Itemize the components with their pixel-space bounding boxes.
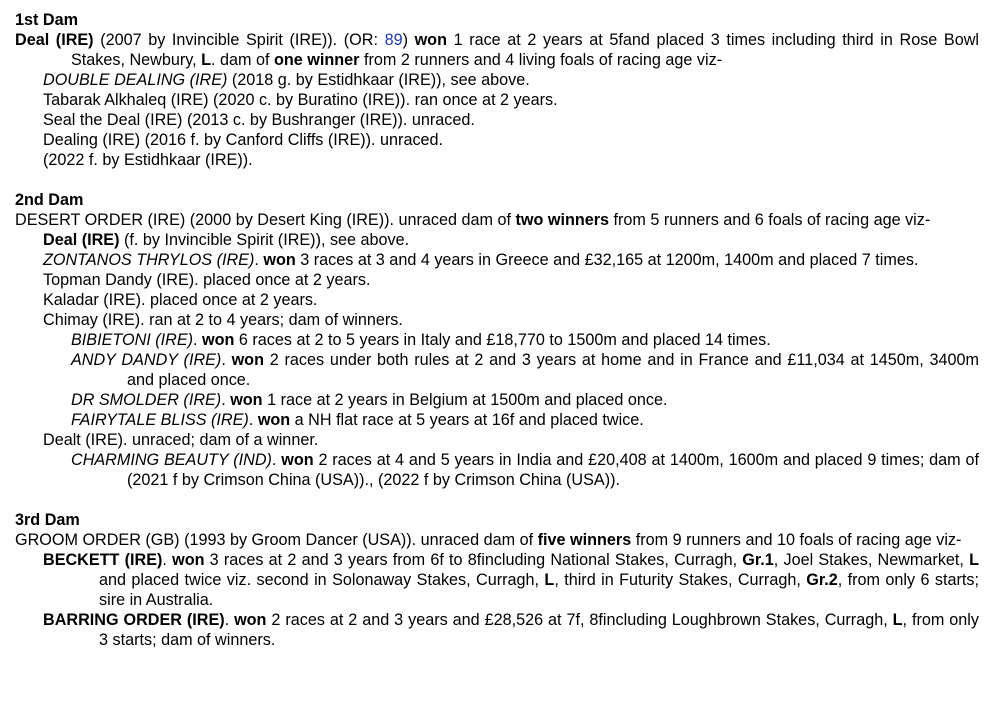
progeny-entry [15,350,979,390]
dam-entry [15,210,979,230]
bold-text: Deal (IRE) [15,31,94,49]
horse-name: FAIRYTALE BLISS (IRE) [71,411,249,429]
entry-text: a NH flat race at 5 years at 16f and placed twice. [290,411,644,429]
entry-text: (2022 f. by Estidhkaar (IRE)). [43,151,253,169]
bold-text: won [257,411,291,429]
entry-text: ) [402,31,415,49]
horse-name: ANDY DANDY (IRE) [71,351,222,369]
entry-text: 2 races at 2 and 3 years and £28,526 at 7f, 8fincluding Loughbrown Stakes, Curragh, [266,611,893,629]
progeny-entry [15,550,979,610]
bold-text: BARRING ORDER (IRE) [43,611,225,629]
horse-name: DOUBLE DEALING (IRE) [43,71,228,89]
entry-text: Dealt (IRE). unraced; dam of a winner. [43,431,319,449]
entry-text: . [221,351,232,369]
entry-text: and placed twice viz. second in Solonaway Stakes, Curragh, [99,571,545,589]
entry-text: . [162,551,173,569]
section-spacer [15,490,979,510]
entry-text: GROOM ORDER (GB) (1993 by Groom Dancer (USA)). unraced dam of [15,531,538,549]
entry-text: . [224,611,235,629]
bold-text: five winners [537,531,632,549]
progeny-entry [15,230,979,250]
dam-section [15,190,979,490]
bold-text: L [892,611,903,629]
entry-text: from 2 runners and 4 living foals of racing age viz- [359,51,723,69]
dam-section [15,510,979,650]
official-rating-link[interactable]: 89 [384,31,403,49]
entry-text: 3 races at 2 and 3 years from 6f to 8fincluding National Stakes, Curragh, [204,551,743,569]
entry-text: Kaladar (IRE). placed once at 2 years. [43,291,318,309]
section-heading: 1st Dam [15,11,78,29]
entry-text: , third in Futurity Stakes, Curragh, [554,571,807,589]
progeny-entry [15,250,979,270]
entry-text: Tabarak Alkhaleq (IRE) (2020 c. by Buratino (IRE)). ran once at 2 years. [43,91,558,109]
bold-text: L [544,571,555,589]
entry-text: from 9 runners and 10 foals of racing age viz- [631,531,962,549]
entry-text: Chimay (IRE). ran at 2 to 4 years; dam of winners. [43,311,403,329]
progeny-entry [15,110,979,130]
pedigree-document [15,10,979,650]
progeny-entry [15,310,979,330]
progeny-entry [15,450,979,490]
entry-text: . [193,331,203,349]
bold-text: L [201,51,212,69]
horse-name: ZONTANOS THRYLOS (IRE) [43,251,255,269]
section-heading: 2nd Dam [15,191,84,209]
bold-text: L [969,551,979,569]
entry-text: 2 races at 4 and 5 years in India and £20,408 at 1400m, 1600m and placed 9 times; dam of (2021 f by Crimson China (USA))., (2022 f by Crimson China (USA)). [127,451,979,489]
entry-text: 6 races at 2 to 5 years in Italy and £18,770 to 1500m and placed 14 times. [234,331,771,349]
dam-section [15,10,979,170]
entry-text: . dam of [211,51,275,69]
bold-text: won [172,551,205,569]
entry-text: . [271,451,282,469]
section-spacer [15,170,979,190]
bold-text: won [230,391,263,409]
bold-text: won [202,331,235,349]
bold-text: two winners [515,211,610,229]
bold-text: BECKETT (IRE) [43,551,163,569]
entry-text: 2 races under both rules at 2 and 3 years at home and in France and £11,034 at 1450m, 3400m and placed once. [127,351,979,389]
entry-text: 1 race at 2 years in Belgium at 1500m and placed once. [262,391,668,409]
entry-text: 3 races at 3 and 4 years in Greece and £32,165 at 1200m, 1400m and placed 7 times. [295,251,919,269]
progeny-entry [15,390,979,410]
dam-entry [15,30,979,70]
entry-text: from 5 runners and 6 foals of racing age viz- [609,211,931,229]
horse-name: BIBIETONI (IRE) [71,331,194,349]
entry-text: Topman Dandy (IRE). placed once at 2 years. [43,271,371,289]
bold-text: Deal (IRE) [43,231,120,249]
entry-text: (2018 g. by Estidhkaar (IRE)), see above. [227,71,530,89]
entry-text: 1 race at 2 years at 5fand placed 3 times including third in Rose Bowl Stakes, Newbury, [71,31,979,69]
bold-text: won [263,251,296,269]
progeny-entry [15,290,979,310]
entry-text: , Joel Stakes, Newmarket, [773,551,970,569]
progeny-entry [15,90,979,110]
entry-text: Seal the Deal (IRE) (2013 c. by Bushranger (IRE)). unraced. [43,111,475,129]
entry-text: (f. by Invincible Spirit (IRE)), see above. [119,231,410,249]
entry-text: DESERT ORDER (IRE) (2000 by Desert King (IRE)). unraced dam of [15,211,516,229]
entry-text: , from only 6 starts; sire in Australia. [99,571,979,609]
progeny-entry [15,430,979,450]
progeny-entry [15,610,979,650]
entry-text: . [254,251,264,269]
section-heading: 3rd Dam [15,511,80,529]
bold-text: one winner [274,51,360,69]
entry-text: . [248,411,258,429]
bold-text: won [231,351,264,369]
progeny-entry [15,330,979,350]
horse-name: CHARMING BEAUTY (IND) [71,451,272,469]
entry-text: , from only 3 starts; dam of winners. [99,611,979,649]
dam-entry [15,530,979,550]
progeny-entry [15,130,979,150]
bold-text: Gr.2 [806,571,838,589]
entry-text: . [221,391,231,409]
horse-name: DR SMOLDER (IRE) [71,391,222,409]
progeny-entry [15,410,979,430]
bold-text: won [234,611,267,629]
progeny-entry [15,150,979,170]
entry-text: (2007 by Invincible Spirit (IRE)). (OR: [93,31,385,49]
bold-text: won [414,31,447,49]
entry-text: Dealing (IRE) (2016 f. by Canford Cliffs (IRE)). unraced. [43,131,444,149]
progeny-entry [15,270,979,290]
progeny-entry [15,70,979,90]
bold-text: Gr.1 [742,551,774,569]
bold-text: won [281,451,314,469]
